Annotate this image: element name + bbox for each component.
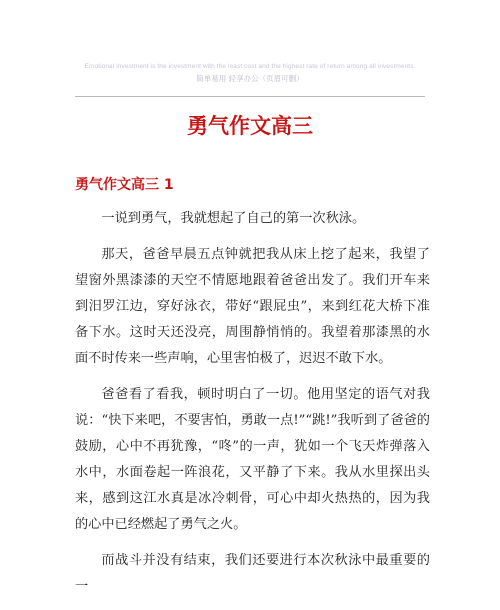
paragraph: 那天，爸爸早晨五点钟就把我从床上挖了起来，我望了望窗外黑漆漆的天空不情愿地跟着爸爸出发了。我们开车来到汨罗江边，穿好泳衣，带好“跟屁虫”，来到红花大桥下准备下水。这时天还没亮，周围静悄悄的。我望着那漆黑的水面不时传来一些声响，心里害怕极了，迟迟不敢下水。 xyxy=(75,247,430,366)
page-header xyxy=(70,62,430,85)
paragraph: 爸爸看了看我，顿时明白了一切。他用坚定的语气对我说：“快下来吧，不要害怕，勇敢一点!”“跳!”我听到了爸爸的鼓励，心中不再犹豫，“咚”的一声，犹如一个飞天炸弹落入水中，水面卷起一阵浪花，又平静了下来。我从水里探出头来，感到这江水真是冰冷刺骨，可心中却火热热的，因为我的心中已经燃起了勇气之火。 xyxy=(75,387,430,532)
paragraph: 而战斗并没有结束，我们还要进行本次秋泳中最重要的一 xyxy=(75,553,430,594)
header-tagline-en: Emotional investment is the investment with the least cost and the highest rate of return among all investments. xyxy=(84,63,416,70)
header-divider xyxy=(75,96,425,97)
document-title: 勇气作文高三 xyxy=(187,113,313,138)
paragraph: 一说到勇气，我就想起了自己的第一次秋泳。 xyxy=(101,211,366,226)
document-body xyxy=(75,206,430,610)
header-tagline-cn: 简单易用 轻享办公（页眉可删） xyxy=(196,74,304,83)
section-heading: 勇气作文高三 1 xyxy=(75,177,174,193)
